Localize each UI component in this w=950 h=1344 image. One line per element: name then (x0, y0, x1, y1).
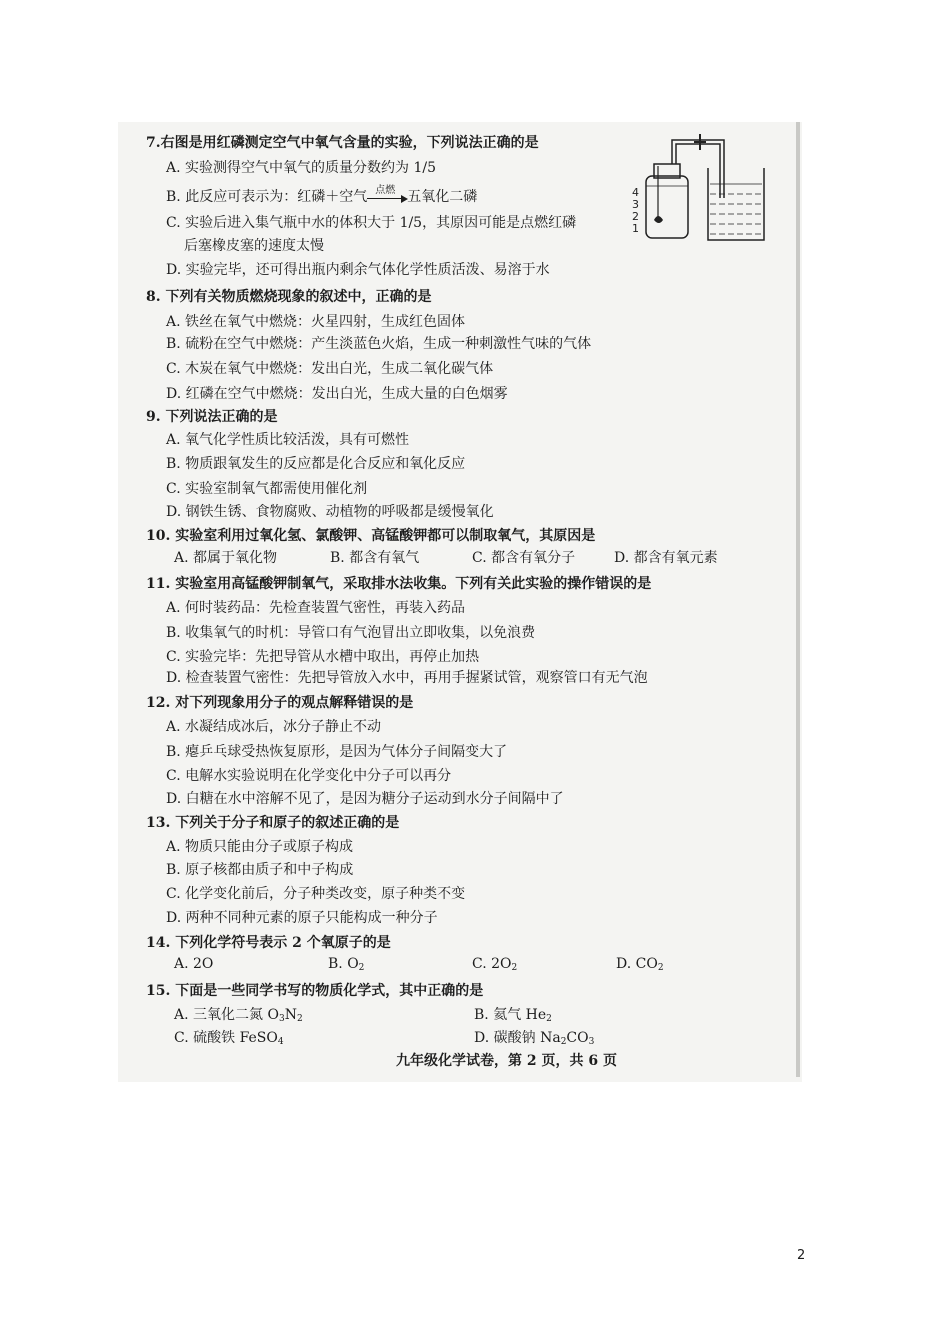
scale-label-2: 2 (632, 210, 639, 223)
question-11-option-c: C. 实验完毕：先把导管从水槽中取出，再停止加热 (166, 649, 480, 665)
question-7-option-b-prefix: B. 此反应可表示为：红磷＋空气 (166, 189, 368, 205)
question-13-option-a: A. 物质只能由分子或原子构成 (166, 839, 354, 855)
question-11-option-b: B. 收集氧气的时机：导管口有气泡冒出立即收集，以免浪费 (166, 625, 536, 641)
question-15-option-b: B. 氦气 $He_2$ (474, 1007, 552, 1024)
question-14-option-d: D. $CO_2$ (616, 956, 664, 973)
question-9-option-b: B. 物质跟氧发生的反应都是化合反应和氧化反应 (166, 456, 466, 472)
question-12-option-d: D. 白糖在水中溶解不见了，是因为糖分子运动到水分子间隔中了 (166, 791, 564, 807)
scale-label-3: 3 (632, 198, 639, 211)
question-15-option-d: D. 碳酸钠 $Na_2CO_3$ (474, 1030, 595, 1047)
question-9-stem: 9. 下列说法正确的是 (146, 409, 278, 425)
question-12-option-b: B. 瘪乒乓球受热恢复原形，是因为气体分子间隔变大了 (166, 744, 508, 760)
question-13-option-b: B. 原子核都由质子和中子构成 (166, 862, 354, 878)
question-15-stem: 15. 下面是一些同学书写的物质化学式，其中正确的是 (146, 983, 484, 999)
scale-label-1: 1 (632, 222, 639, 235)
question-11-option-a: A. 何时装药品：先检查装置气密性，再装入药品 (166, 600, 466, 616)
question-10-option-c: C. 都含有氧分子 (472, 550, 576, 566)
question-7-option-b (166, 186, 477, 206)
page-number: 2 (797, 1248, 806, 1263)
question-7-option-d: D. 实验完毕，还可得出瓶内剩余气体化学性质活泼、易溶于水 (166, 262, 550, 278)
question-10-stem: 10. 实验室利用过氧化氢、氯酸钾、高锰酸钾都可以制取氧气，其原因是 (146, 528, 596, 544)
question-10-option-b: B. 都含有氧气 (330, 550, 420, 566)
question-13-stem: 13. 下列关于分子和原子的叙述正确的是 (146, 815, 400, 831)
question-7-stem: 7.右图是用红磷测定空气中氧气含量的实验，下列说法正确的是 (146, 135, 539, 151)
question-11-option-d: D. 检查装置气密性：先把导管放入水中，再用手握紧试管，观察管口有无气泡 (166, 670, 648, 686)
question-15-option-c: C. 硫酸铁 FeSO$_4$ (174, 1030, 284, 1047)
scan-edge (796, 122, 800, 1077)
question-7-option-c-line1: C. 实验后进入集气瓶中水的体积大于 1/5，其原因可能是点燃红磷 (166, 215, 577, 231)
question-9-option-d: D. 钢铁生锈、食物腐败、动植物的呼吸都是缓慢氧化 (166, 504, 494, 520)
question-8-option-c: C. 木炭在氧气中燃烧：发出白光，生成二氧化碳气体 (166, 361, 494, 377)
question-9-option-a: A. 氧气化学性质比较活泼，具有可燃性 (166, 432, 410, 448)
question-8-stem: 8. 下列有关物质燃烧现象的叙述中，正确的是 (146, 289, 432, 305)
page-footer: 九年级化学试卷，第 2 页，共 6 页 (396, 1053, 617, 1069)
question-10-option-a: A. 都属于氧化物 (174, 550, 278, 566)
question-7-option-a: A. 实验测得空气中氧气的质量分数约为 1/5 (166, 160, 436, 176)
question-8-option-d: D. 红磷在空气中燃烧：发出白光，生成大量的白色烟雾 (166, 386, 508, 402)
question-14-option-a: A. 2O (174, 956, 214, 972)
question-7-option-c-line2: 后塞橡皮塞的速度太慢 (184, 238, 324, 254)
question-8-option-a: A. 铁丝在氧气中燃烧：火星四射，生成红色固体 (166, 314, 466, 330)
question-12-option-a: A. 水凝结成冰后，冰分子静止不动 (166, 719, 382, 735)
reaction-arrow (367, 185, 407, 204)
question-12-stem: 12. 对下列现象用分子的观点解释错误的是 (146, 695, 414, 711)
question-12-option-c: C. 电解水实验说明在化学变化中分子可以再分 (166, 768, 452, 784)
question-14-stem: 14. 下列化学符号表示 2 个氧原子的是 (146, 935, 391, 951)
question-11-stem: 11. 实验室用高锰酸钾制氧气，采取排水法收集。下列有关此实验的操作错误的是 (146, 576, 652, 592)
question-13-option-d: D. 两种不同种元素的原子只能构成一种分子 (166, 910, 438, 926)
question-9-option-c: C. 实验室制氧气都需使用催化剂 (166, 481, 368, 497)
question-7-option-b-suffix: 五氧化二磷 (407, 189, 478, 205)
scale-label-4: 4 (632, 186, 639, 199)
question-14-option-c: C. $2O_2$ (472, 956, 518, 973)
reaction-condition: 点燃 (375, 185, 396, 196)
question-15-option-a: A. 三氧化二氮 $O_3N_2$ (174, 1007, 303, 1024)
question-10-option-d: D. 都含有氧元素 (614, 550, 718, 566)
question-14-option-b: B. $O_2$ (328, 956, 365, 973)
red-phosphorus-apparatus-diagram (628, 128, 794, 250)
question-8-option-b: B. 硫粉在空气中燃烧：产生淡蓝色火焰，生成一种刺激性气味的气体 (166, 336, 592, 352)
question-13-option-c: C. 化学变化前后，分子种类改变，原子种类不变 (166, 886, 466, 902)
